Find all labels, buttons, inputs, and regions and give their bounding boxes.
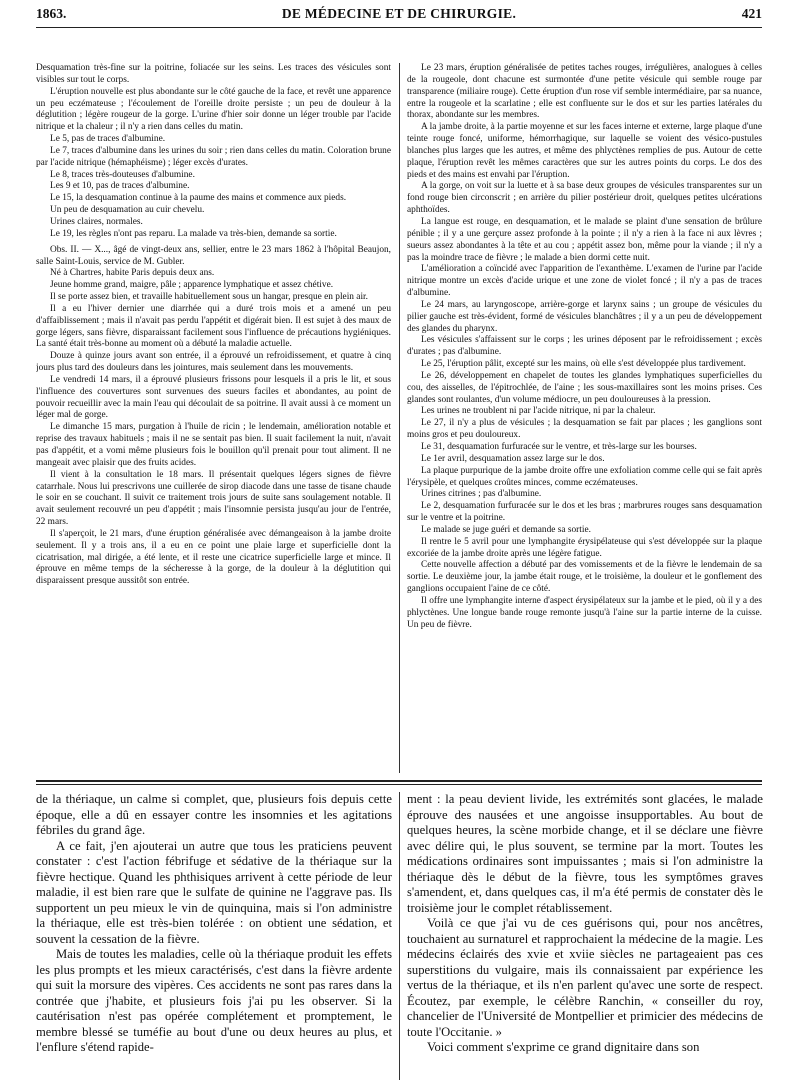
paragraph: Le vendredi 14 mars, il a éprouvé plusieurs frissons pour lesquels il a pris le lit, et sous l'influence des couvertures sont survenues des sueurs faciles et abondantes, au point de pouvoir recueillir avec la main l'eau qui découlait de sa poitrine. Il avait aussi à ce moment un léger mal de gorge. xyxy=(36,374,391,421)
paragraph: L'amélioration a coïncidé avec l'apparition de l'exanthème. L'examen de l'urine par l'acide nitrique montre un excès d'acide urique et une zone de violet foncé ; il n'y a pas de traces d'albumine. xyxy=(407,264,762,299)
paragraph: A la jambe droite, à la partie moyenne et sur les faces interne et externe, large plaque d'une teinte rouge foncé, uniforme, hémorrhagique, sur laquelle se voient des vésico-pustules blanches plus larges que les autres, et même des phlyctènes remplies de pus. Autour de cette plaque, l'éruption revêt les mêmes caractères que sur les autres points du corps. Le dos des pieds et des mains est envahi par l'éruption. xyxy=(407,122,762,180)
paragraph: Il a eu l'hiver dernier une diarrhée qui a duré trois mois et a amené un peu d'affaiblissement ; mais il n'avait pas perdu l'appétit et digérait bien. Il est sujet à des maux de gorge légers, sans fièvre, disparaissant facilement sous l'influence de précautions hygiéniques. La santé était très-bonne au moment où a débuté la maladie actuelle. xyxy=(36,303,391,350)
paragraph: Il vient à la consultation le 18 mars. Il présentait quelques légers signes de fièvre catarrhale. Nous lui prescrivons une cuillerée de sirop diacode dans une tasse de tisane chaude le soir en se couchant. Il suivit ce traitement trois jours de suite sans soulagement notable. Il avait seulement recouvré un peu d'appétit ; mais l'insomnie persista jusqu'au jour de l'entrée, 22 mars. xyxy=(36,469,391,528)
paragraph: Urines claires, normales. xyxy=(50,216,143,227)
paragraph: Le 1er avril, desquamation assez large sur le dos. xyxy=(421,453,605,464)
header-year: 1863. xyxy=(36,6,67,21)
paragraph: Il s'aperçoit, le 21 mars, d'une éruption généralisée avec démangeaison à la jambe droite seulement. Il y a trois ans, il a eu en ce point une plaie large et superficielle dont la cicatrisation, mal dirigée, a été lente, et il reste une cicatrice superficielle large et mince. Il éprouve en même temps de la sécheresse à la gorge, de la douleur à la déglutition qui disparaissent presque aussitôt son entrée. xyxy=(36,528,391,587)
case-report-right-column xyxy=(407,63,762,773)
paragraph: Il rentre le 5 avril pour une lymphangite érysipélateuse qui s'est développée sur la plaque excoriée de la jambe droite après une légère fatigue. xyxy=(407,536,762,559)
paragraph: Le dimanche 15 mars, purgation à l'huile de ricin ; le lendemain, amélioration notable et reprise des travaux habituels ; mais il ne se sentait pas bien. Il suait facilement la nuit, n'avait pas d'appétit, et a vomi même plusieurs fois le bouillon qu'il prenait pour tout aliment. Il ne mangeait avec plaisir que des fruits acides. xyxy=(36,422,391,468)
running-header xyxy=(36,4,762,24)
section-rule xyxy=(36,780,762,782)
paragraph: A ce fait, j'en ajouterai un autre que tous les praticiens peuvent constater : c'est l'action fébrifuge et sédative de la thériaque sur la fièvre hectique. Quand les phthisiques arrivent à cette période de leur maladie, il est bien rare que le sulfate de quinine ne l'aggrave pas. Ils supportent un peu mieux le vin de quinquina, mais si l'on administre la thériaque, elle est très-bien tolérée : on obtient une sédation, et souvent la cessation de la fièvre. xyxy=(36,838,392,946)
paragraph: Le 8, traces très-douteuses d'albumine. xyxy=(50,169,195,180)
header-rule xyxy=(36,27,762,28)
paragraph: ment : la peau devient livide, les extrémités sont glacées, le malade éprouve des nausées et une angoisse insupportables. Au bout de quelques heures, la scène morbide change, et il se déclare une fièvre avec délire qui, le plus souvent, se termine par la mort. Toutes les médications ordinaires sont impuissantes ; mais si l'on administre la thériaque dès le début de la fièvre, tous les symptômes graves s'amendent, et, dans quelques cas, il m'a été permis de constater dès le troisième jour le complet rétablissement. xyxy=(407,792,763,915)
case-report-left-column xyxy=(36,63,391,773)
paragraph: Mais de toutes les maladies, celle où la thériaque produit les effets les plus prompts et les mieux caractérisés, c'est dans la fièvre ardente qui suit la morsure des vipères. Ces accidents ne sont pas rares dans la contrée que j'habite, et plusieurs fois j'ai pu les observer. Si la cautérisation n'est pas opérée complétement et promptement, le membre blessé se tuméfie au bout d'une ou deux heures au plus, et l'enflure s'étend rapide- xyxy=(36,947,392,1054)
paragraph: Le 31, desquamation furfuracée sur le ventre, et très-large sur les bourses. xyxy=(421,442,697,452)
header-title: DE MÉDECINE ET DE CHIRURGIE. xyxy=(281,6,517,21)
paragraph: Les 9 et 10, pas de traces d'albumine. xyxy=(50,181,190,192)
paragraph: Le 25, l'éruption pâlit, excepté sur les mains, où elle s'est développée plus tardivement. xyxy=(421,359,746,370)
paragraph: Le 7, traces d'albumine dans les urines du soir ; rien dans celles du matin. Coloration brune par l'acide nitrique (hémaphéisme) ; léger excès d'urates. xyxy=(36,145,391,168)
paragraph: A la gorge, on voit sur la luette et à sa base deux groupes de vésicules transparentes sur un fond rouge bien circonscrit ; en arrière du pilier postérieur droit, quelques petites ulcérations aphthoïdes. xyxy=(407,181,762,216)
paragraph: Jeune homme grand, maigre, pâle ; apparence lymphatique et assez chétive. xyxy=(50,280,334,291)
paragraph: Douze à quinze jours avant son entrée, il a éprouvé un refroidissement, et quatre à cinq jours plus tard des douleurs dans les jointures, mais seulement dans les mouvements. xyxy=(36,351,391,374)
paragraph: Le 2, desquamation furfuracée sur le dos et les bras ; marbrures rouges sans desquamation sur le ventre et la poitrine. xyxy=(407,501,762,524)
paragraph: Le 23 mars, éruption généralisée de petites taches rouges, irrégulières, analogues à celles de la rougeole, dont chacune est surmontée d'une petite vésicule qui semble rouge par transparence (miliaire rouge). Cette éruption d'un rose vif semble intermédiaire, par sa nuance, entre la rougeole et la scarlatine ; elle est confluente sur le dos et sur les parties latérales du thorax, abondante sur les membres. xyxy=(407,63,762,121)
column-divider xyxy=(399,63,400,773)
paragraph: La plaque purpurique de la jambe droite offre une exfoliation comme celle qui se fait après l'érysipèle, et quelques croûtes minces, comme eczémateuses. xyxy=(407,465,762,488)
paragraph: Né à Chartres, habite Paris depuis deux ans. xyxy=(50,268,215,279)
essay-left-column xyxy=(36,792,392,1082)
paragraph: Le 5, pas de traces d'albumine. xyxy=(50,134,166,145)
paragraph: Desquamation très-fine sur la poitrine, foliacée sur les seins. Les traces des vésicules sont visibles sur tout le corps. xyxy=(36,63,391,85)
section-rule-thin xyxy=(36,784,762,785)
paragraph: Un peu de desquamation au cuir chevelu. xyxy=(50,205,205,216)
observation-heading: Obs. II. — X..., âgé de vingt-deux ans, sellier, entre le 23 mars 1862 à l'hôpital Beaujon, salle Saint-Louis, service de M. Gubler. xyxy=(36,244,391,267)
paragraph: de la thériaque, un calme si complet, que, plusieurs fois depuis cette époque, elle a dû en essayer contre les insomnies et les agitations fébriles du grand âge. xyxy=(36,792,392,837)
paragraph: Le 15, la desquamation continue à la paume des mains et commence aux pieds. xyxy=(50,193,347,204)
essay-right-column xyxy=(407,792,763,1082)
paragraph: Le 27, il n'y a plus de vésicules ; la desquamation se fait par places ; les ganglions sont moins gros et peu douloureux. xyxy=(407,418,762,441)
paragraph: Le 24 mars, au laryngoscope, arrière-gorge et larynx sains ; un groupe de vésicules du pilier gauche est très-évident, formé de vésicules blanchâtres ; il y a un peu de développement des glandes du pharynx. xyxy=(407,299,762,334)
paragraph: Voilà ce que j'ai vu de ces guérisons qui, pour nos ancêtres, touchaient au surnaturel et rapprochaient la médecine de la magie. Les médecins éclairés des xvie et xviie siècles ne partageaient pas ces superstitions du vulgaire, mais ils connaissaient par expérience les vertus de la thériaque, et ils n'en parlent qu'avec une sorte de respect. Écoutez, par exemple, le célèbre Ranchin, « conseiller du roy, chancelier de l'Université de Montpellier et primicier des médecins de toute l'Occitanie. » xyxy=(407,916,763,1039)
paragraph: Urines citrines ; pas d'albumine. xyxy=(421,489,542,500)
paragraph: Cette nouvelle affection a débuté par des vomissements et de la fièvre le lendemain de sa sortie. Le deuxième jour, la jambe était rouge, et le troisième, la douleur et le gonflement des ganglions occupaient l'aine de ce côté. xyxy=(407,560,762,595)
paragraph: Les vésicules s'affaissent sur le corps ; les urines déposent par le refroidissement ; excès d'urates ; pas d'albumine. xyxy=(407,335,762,358)
paragraph: Le malade se juge guéri et demande sa sortie. xyxy=(421,524,591,535)
paragraph: Le 26, développement en chapelet de toutes les glandes lymphatiques superficielles du cou, des aisselles, de l'épitrochlée, de l'aine ; les sous-maxillaires sont les moins prises. Ces glandes sont roulantes, d'un volume médiocre, un peu douloureuses à la pression. xyxy=(407,370,762,405)
paragraph: Il offre une lymphangite interne d'aspect érysipélateux sur la jambe et le pied, où il y a des phlyctènes. Une longue bande rouge remonte jusqu'à l'aine sur la partie interne de la cuisse. Un peu de fièvre. xyxy=(407,595,762,630)
paragraph: La langue est rouge, en desquamation, et le malade se plaint d'une sensation de brûlure pénible ; il y a une gerçure assez profonde à la pointe ; il n'y a rien à la face ni aux lèvres ; sueurs assez abondantes à la tête et au cou ; appétit assez bon, même pour la viande ; il n'y a pas la moindre trace de fièvre ; le malade a bien dormi cette nuit. xyxy=(407,216,762,263)
paragraph: L'éruption nouvelle est plus abondante sur le côté gauche de la face, et revêt une apparence un peu eczémateuse ; l'écoulement de l'oreille droite persiste ; un peu de douleur à la déglutition ; légère rougeur de la gorge. L'urine d'hier soir donne un léger trouble par l'acide nitrique et la chaleur ; il n'y a rien dans celles du matin. xyxy=(36,86,391,133)
paragraph: Il se porte assez bien, et travaille habituellement sous un hangar, presque en plein air. xyxy=(50,292,368,303)
header-page-number: 421 xyxy=(741,6,762,21)
paragraph: Les urines ne troublent ni par l'acide nitrique, ni par la chaleur. xyxy=(421,406,656,417)
column-divider xyxy=(399,792,400,1080)
paragraph: Le 19, les règles n'ont pas reparu. La malade va très-bien, demande sa sortie. xyxy=(50,228,337,239)
paragraph: Voici comment s'exprime ce grand dignitaire dans son xyxy=(427,1040,700,1054)
